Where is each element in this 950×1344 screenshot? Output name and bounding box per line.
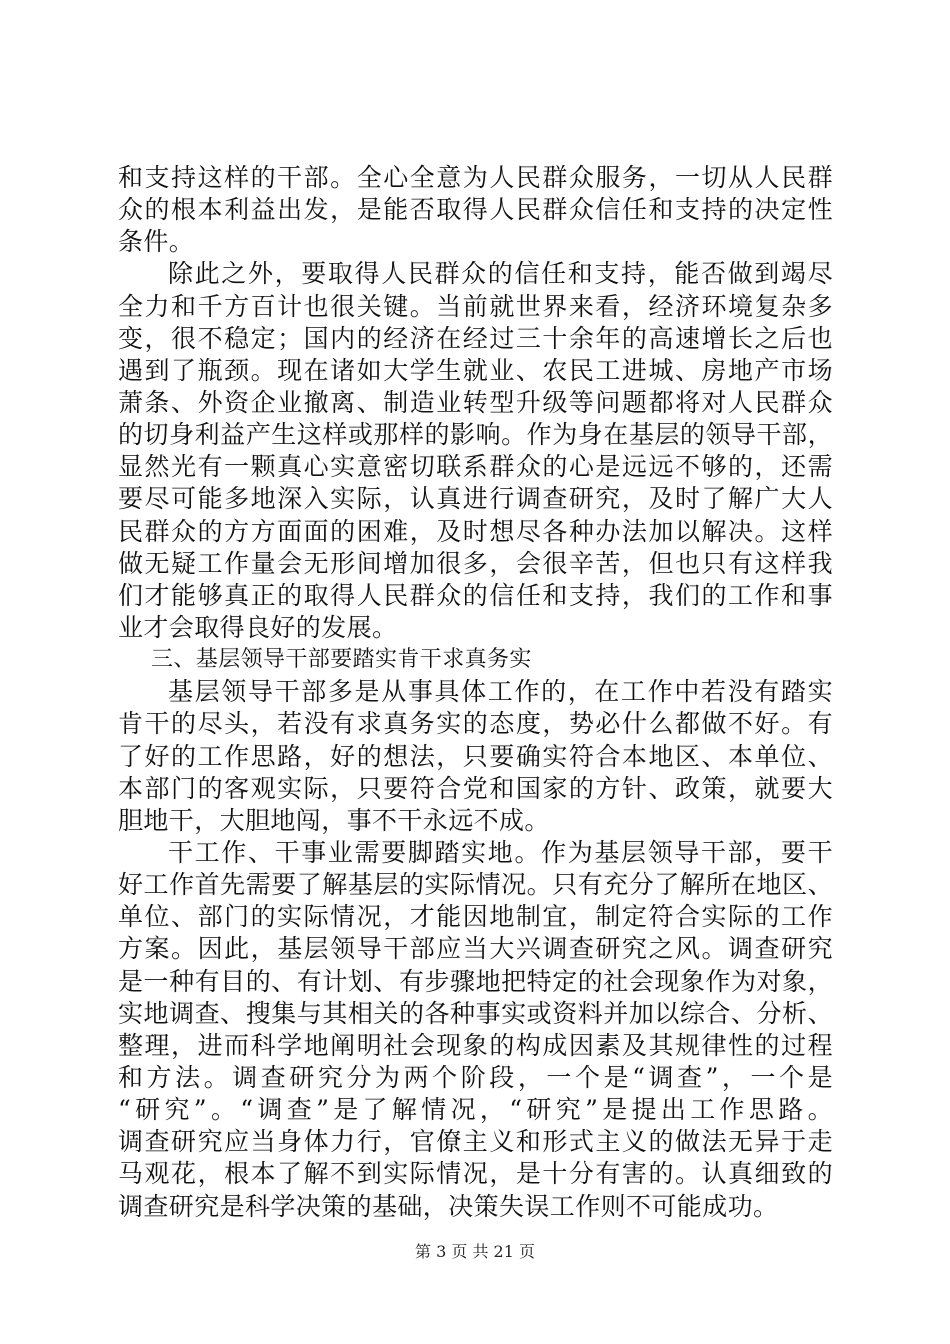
text-line: 实地调查、搜集与其相关的各种事实或资料并加以综合、分析、: [118, 998, 833, 1028]
text-line: 变，很不稳定；国内的经济在经过三十余年的高速增长之后也: [118, 323, 833, 353]
text-line: 本部门的客观实际，只要符合党和国家的方针、政策，就要大: [118, 773, 833, 803]
text-line: 条件。: [118, 227, 195, 257]
paragraph-first-line: 干工作、干事业需要脚踏实地。作为基层领导干部，要干: [168, 837, 833, 867]
text-line: 业才会取得良好的发展。: [118, 612, 398, 642]
text-line: 好工作首先需要了解基层的实际情况。只有充分了解所在地区、: [118, 870, 833, 900]
text-line: 萧条、外资企业撤离、制造业转型升级等问题都将对人民群众: [118, 387, 833, 417]
text-line: 了好的工作思路，好的想法，只要确实符合本地区、本单位、: [118, 741, 833, 771]
text-line: 显然光有一颗真心实意密切联系群众的心是远远不够的，还需: [118, 452, 833, 482]
text-line: 调查研究是科学决策的基础，决策失误工作则不可能成功。: [118, 1191, 779, 1221]
text-line: 是一种有目的、有计划、有步骤地把特定的社会现象作为对象，: [118, 966, 833, 996]
text-line: 全力和千方百计也很关键。当前就世界来看，经济环境复杂多: [118, 291, 833, 321]
text-line: 民群众的方方面面的困难，及时想尽各种办法加以解决。这样: [118, 516, 833, 546]
text-line: 方案。因此，基层领导干部应当大兴调查研究之风。调查研究: [118, 934, 833, 964]
section-heading: 三、基层领导干部要踏实肯干求真务实: [151, 647, 532, 673]
text-line: 整理，进而科学地阐明社会现象的构成因素及其规律性的过程: [118, 1030, 833, 1060]
page-number-footer: 第 3 页 共 21 页: [415, 1242, 535, 1261]
document-body: [118, 162, 833, 1223]
text-line: 胆地干，大胆地闯，事不干永远不成。: [118, 805, 550, 835]
text-line: 调查研究应当身体力行，官僚主义和形式主义的做法无异于走: [118, 1127, 833, 1157]
paragraph-first-line: 除此之外，要取得人民群众的信任和支持，能否做到竭尽: [168, 259, 833, 289]
text-line: 遇到了瓶颈。现在诸如大学生就业、农民工进城、房地产市场: [118, 355, 833, 385]
text-line: 单位、部门的实际情况，才能因地制宜，制定符合实际的工作: [118, 902, 833, 932]
text-line: “研究”。“调查”是了解情况，“研究”是提出工作思路。: [118, 1095, 833, 1125]
text-line: 们才能够真正的取得人民群众的信任和支持，我们的工作和事: [118, 580, 833, 610]
text-line: 做无疑工作量会无形间增加很多，会很辛苦，但也只有这样我: [118, 548, 833, 578]
paragraph-first-line: 基层领导干部多是从事具体工作的，在工作中若没有踏实: [168, 677, 833, 707]
text-line: 要尽可能多地深入实际，认真进行调查研究，及时了解广大人: [118, 484, 833, 514]
text-line: 肯干的尽头，若没有求真务实的态度，势必什么都做不好。有: [118, 709, 833, 739]
text-line: 众的根本利益出发，是能否取得人民群众信任和支持的决定性: [118, 195, 833, 225]
text-line: 马观花，根本了解不到实际情况，是十分有害的。认真细致的: [118, 1159, 833, 1189]
text-line: 和支持这样的干部。全心全意为人民群众服务，一切从人民群: [118, 163, 833, 192]
text-line: 和方法。调查研究分为两个阶段，一个是“调查”，一个是: [118, 1062, 833, 1092]
text-line: 的切身利益产生这样或那样的影响。作为身在基层的领导干部，: [118, 420, 833, 450]
